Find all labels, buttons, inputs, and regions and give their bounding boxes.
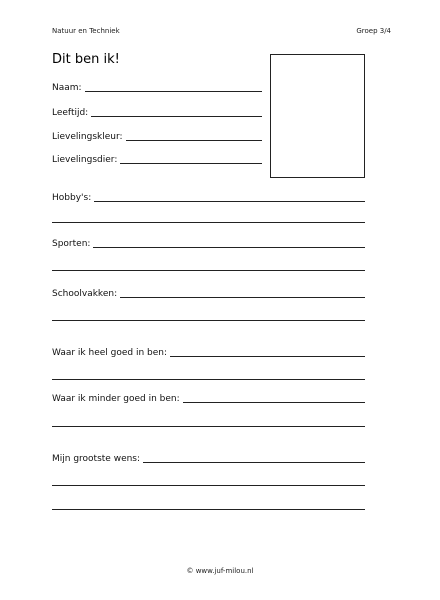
leeftijd-field[interactable] bbox=[52, 105, 262, 119]
schoolvakken-field[interactable] bbox=[52, 286, 365, 300]
header-subject: Natuur en Techniek bbox=[52, 27, 120, 35]
leeftijd-line bbox=[91, 116, 262, 117]
hobbys-label: Hobby's: bbox=[52, 193, 92, 203]
lievelingskleur-field[interactable] bbox=[52, 129, 262, 143]
page-title: Dit ben ik! bbox=[52, 52, 120, 67]
header-grade: Groep 3/4 bbox=[356, 27, 391, 35]
minder-extra-line[interactable] bbox=[52, 426, 365, 427]
schoolvakken-extra-line[interactable] bbox=[52, 320, 365, 321]
sporten-line bbox=[93, 247, 365, 248]
wens-label: Mijn grootste wens: bbox=[52, 454, 141, 464]
sporten-label: Sporten: bbox=[52, 239, 91, 249]
goed-extra-line[interactable] bbox=[52, 379, 365, 380]
hobbys-field[interactable] bbox=[52, 190, 365, 204]
goed-field[interactable] bbox=[52, 345, 365, 359]
naam-field[interactable] bbox=[52, 80, 262, 94]
lievelingsdier-label: Lievelingsdier: bbox=[52, 155, 118, 165]
schoolvakken-line bbox=[120, 297, 365, 298]
sporten-field[interactable] bbox=[52, 236, 365, 250]
hobbys-extra-line[interactable] bbox=[52, 222, 365, 223]
goed-label: Waar ik heel goed in ben: bbox=[52, 348, 168, 358]
minder-line bbox=[183, 402, 365, 403]
lievelingsdier-field[interactable] bbox=[52, 152, 262, 166]
wens-extra-line-2[interactable] bbox=[52, 509, 365, 510]
minder-field[interactable] bbox=[52, 391, 365, 405]
photo-box[interactable] bbox=[270, 54, 365, 178]
hobbys-line bbox=[94, 201, 365, 202]
wens-extra-line-1[interactable] bbox=[52, 485, 365, 486]
schoolvakken-label: Schoolvakken: bbox=[52, 289, 118, 299]
sporten-extra-line[interactable] bbox=[52, 270, 365, 271]
copyright-footer: © www.juf-milou.nl bbox=[186, 567, 254, 575]
lievelingskleur-line bbox=[126, 140, 262, 141]
lievelingskleur-label: Lievelingskleur: bbox=[52, 132, 123, 142]
wens-field[interactable] bbox=[52, 451, 365, 465]
leeftijd-label: Leeftijd: bbox=[52, 108, 89, 118]
minder-label: Waar ik minder goed in ben: bbox=[52, 394, 180, 404]
lievelingsdier-line bbox=[120, 163, 262, 164]
naam-line bbox=[85, 91, 262, 92]
wens-line bbox=[143, 462, 365, 463]
naam-label: Naam: bbox=[52, 83, 82, 93]
goed-line bbox=[170, 356, 365, 357]
